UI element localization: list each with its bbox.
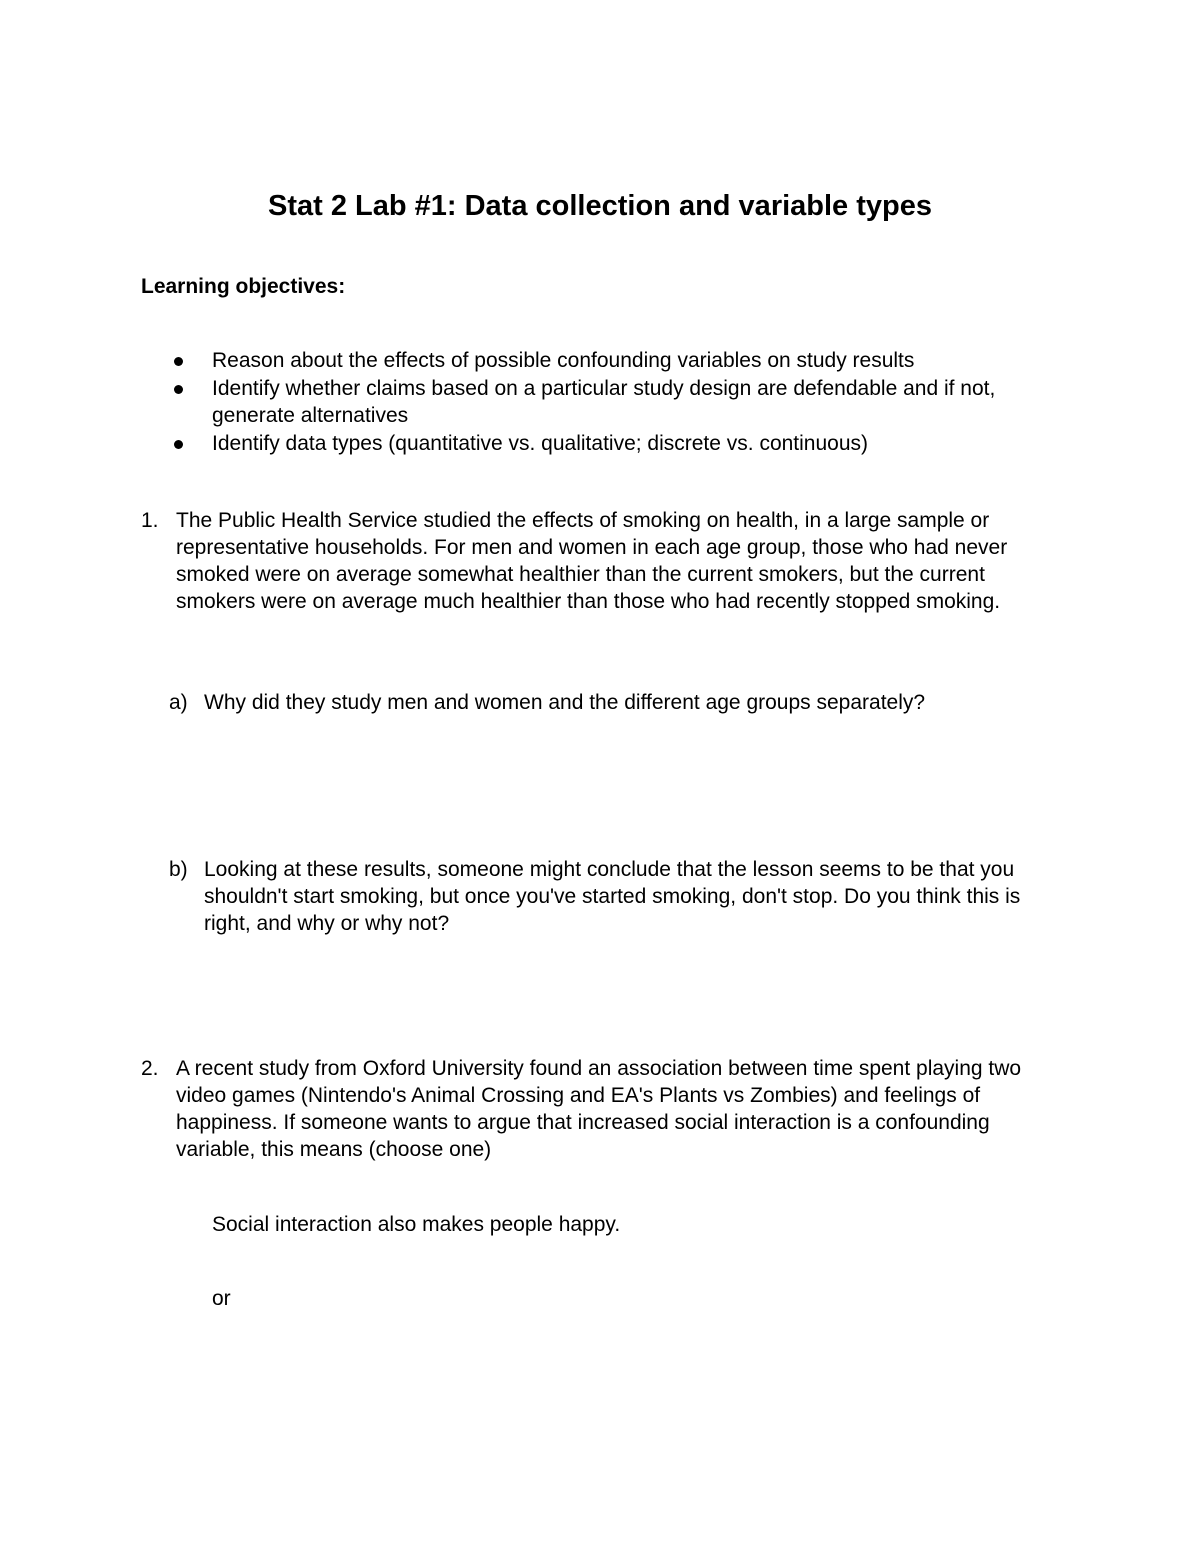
- sub-question-text: Why did they study men and women and the different age groups separately?: [204, 691, 926, 714]
- bullet-icon: [174, 440, 183, 449]
- objectives-list: [0, 347, 1072, 457]
- sub-question-letter: b): [169, 858, 188, 881]
- sub-question-text: Looking at these results, someone might conclude that the lesson seems to be that you shouldn't start smoking, but once you've started smoking, don't stop. Do you think this is right, and why or why not?: [204, 858, 1021, 935]
- sub-question-letter: a): [169, 691, 188, 714]
- bullet-icon: [174, 385, 183, 394]
- objective-item: [0, 347, 1072, 375]
- question-text: A recent study from Oxford University found an association between time spent playing two video games (Nintendo's Animal Crossing and EA's Plants vs Zombies) and feelings of happiness. If someone wants to argue that increased social interaction is a confounding variable, this means (choose one): [176, 1057, 1022, 1161]
- question-number: 2.: [141, 1057, 159, 1080]
- bullet-icon: [174, 357, 183, 366]
- objective-item: [0, 375, 1072, 430]
- answer-separator: or: [212, 1287, 231, 1310]
- page-title: Stat 2 Lab #1: Data collection and variable types: [268, 190, 932, 222]
- question-text: The Public Health Service studied the effects of smoking on health, in a large sample or representative households. For men and women in each age group, those who had never smoked were on average somewhat healthier than the current smokers, but the current smokers were on average much healthier than those who had recently stopped smoking.: [176, 509, 1008, 613]
- question-number: 1.: [141, 509, 159, 532]
- objective-text: Reason about the effects of possible confounding variables on study results: [212, 349, 915, 372]
- objectives-heading: Learning objectives:: [141, 275, 346, 298]
- answer-choice: Social interaction also makes people happy.: [212, 1213, 621, 1236]
- objective-item: [0, 430, 1072, 458]
- objective-text: Identify data types (quantitative vs. qualitative; discrete vs. continuous): [212, 431, 869, 455]
- objective-text: Identify whether claims based on a particular study design are defendable and if not, generate alternatives: [212, 376, 996, 427]
